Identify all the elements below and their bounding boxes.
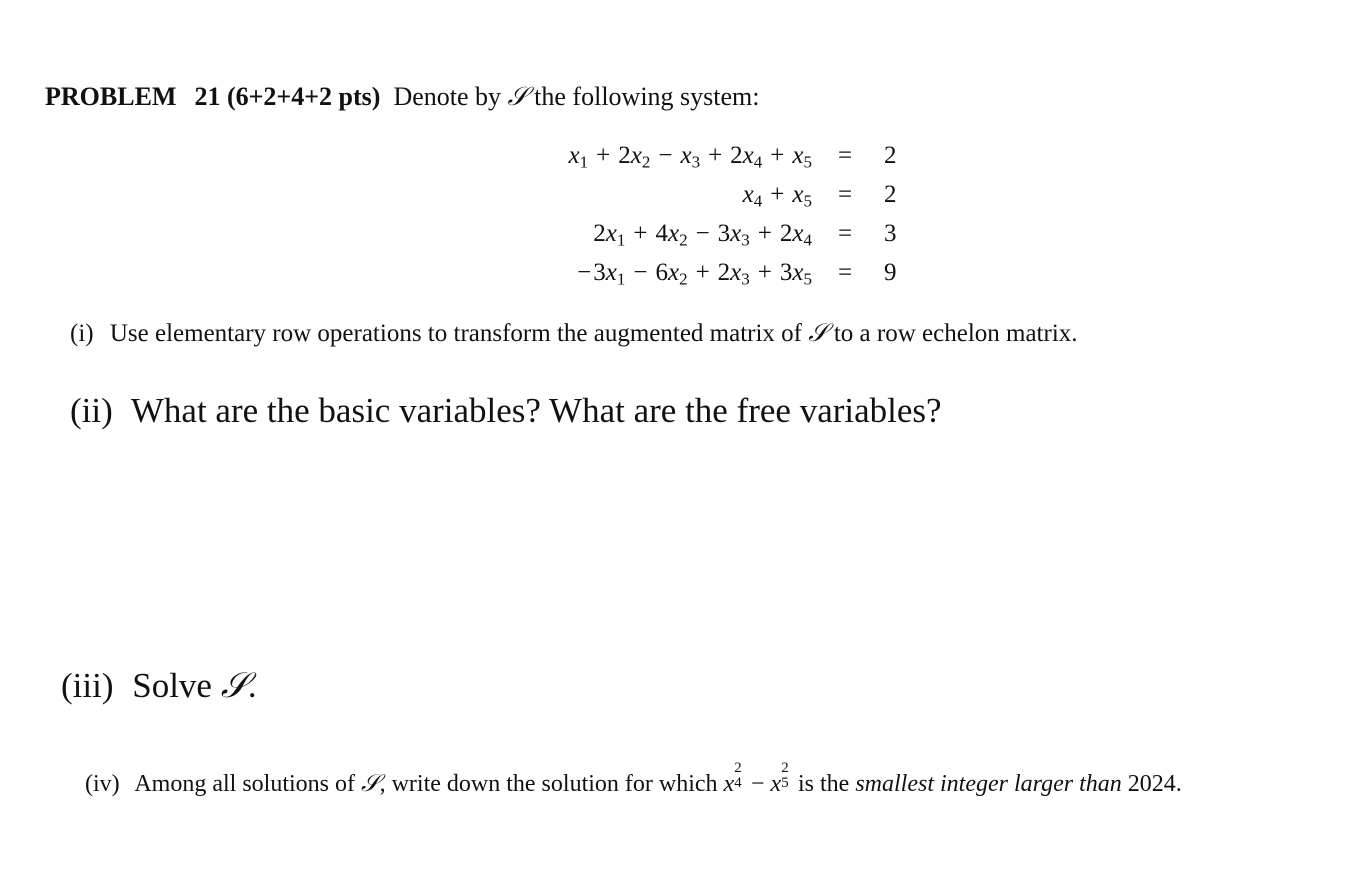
term-subscript: 5	[803, 269, 812, 289]
term-variable: x	[568, 142, 580, 169]
part-i-symbol: 𝒮	[808, 318, 828, 347]
part-iii-text-after: .	[247, 666, 257, 705]
part-ii-text: What are the basic variables? What are the free variables?	[130, 391, 942, 430]
term-variable: x	[792, 259, 804, 286]
part-iv-text-is: is the	[798, 771, 850, 797]
equation-2-equals: =	[838, 181, 853, 208]
part-iii-text-before: Solve	[132, 666, 212, 705]
expr-sub-1: 4	[734, 775, 742, 792]
term-subscript: 5	[803, 152, 812, 172]
equation-4-lhs	[577, 259, 812, 287]
term-sign: +	[770, 142, 785, 169]
expr-var-1: x	[723, 771, 735, 797]
part-iv-emphasis: smallest integer larger than	[855, 771, 1122, 797]
equation-1-lhs	[569, 142, 812, 170]
problem-label: PROBLEM	[45, 82, 177, 111]
term-subscript: 2	[679, 230, 688, 250]
system-symbol: 𝒮	[507, 82, 528, 112]
term-sign: +	[757, 220, 772, 247]
equation-3-lhs	[593, 220, 812, 248]
term-sign: +	[757, 259, 772, 286]
part-i-label: (i)	[70, 320, 94, 347]
term-coefficient: 2	[779, 220, 793, 247]
term-sign: −	[633, 259, 648, 286]
part-ii-label: (ii)	[70, 391, 113, 430]
equation-4-rhs: 9	[884, 259, 897, 286]
part-iv-label: (iv)	[85, 771, 120, 797]
equation-2-lhs	[743, 181, 812, 209]
term-coefficient: 2	[593, 220, 606, 247]
problem-points: (6+2+4+2 pts)	[226, 82, 381, 111]
term-sign: −	[577, 259, 592, 286]
term-subscript: 3	[691, 152, 701, 172]
expr-sup-2: 2	[781, 760, 789, 777]
term-variable: x	[667, 259, 680, 286]
term-subscript: 1	[579, 152, 589, 172]
part-iii-label: (iii)	[61, 666, 114, 705]
term-variable: x	[730, 220, 742, 247]
term-coefficient: 3	[593, 259, 606, 286]
equation-1-rhs: 2	[884, 142, 897, 169]
intro-text-after: the following system:	[534, 82, 760, 111]
part-iv-text-mid: , write down the solution for which	[379, 771, 718, 797]
term-coefficient: 3	[717, 220, 731, 247]
term-subscript: 3	[741, 269, 750, 289]
term-subscript: 1	[616, 269, 626, 289]
part-iv-expression	[723, 760, 792, 797]
term-subscript: 1	[616, 230, 626, 250]
expr-var-2: x	[770, 771, 782, 797]
term-variable: x	[605, 259, 617, 286]
term-sign: −	[658, 142, 673, 169]
term-subscript: 5	[803, 191, 812, 211]
term-variable: x	[730, 259, 742, 286]
part-iv-text-before: Among all solutions of	[134, 771, 356, 797]
term-subscript: 3	[741, 230, 750, 250]
equation-4-equals: =	[838, 259, 853, 286]
term-variable: x	[742, 181, 754, 208]
part-i-text-before: Use elementary row operations to transform the augmented matrix of	[109, 320, 802, 347]
term-coefficient: 3	[779, 259, 793, 286]
part-iii-symbol: 𝒮	[220, 666, 248, 706]
term-variable: x	[630, 142, 642, 169]
term-subscript: 4	[753, 191, 763, 211]
term-sign: +	[695, 259, 710, 286]
term-sign: +	[633, 220, 648, 247]
equation-3-equals: =	[838, 220, 853, 247]
term-variable: x	[792, 181, 804, 208]
term-subscript: 4	[803, 230, 812, 250]
problem-heading	[45, 82, 760, 113]
term-sign: +	[770, 181, 785, 208]
expr-sup-1: 2	[734, 760, 742, 777]
term-coefficient: 2	[618, 142, 631, 169]
equation-3-rhs: 3	[884, 220, 897, 247]
term-coefficient: 2	[717, 259, 731, 286]
term-subscript: 2	[641, 152, 651, 172]
term-coefficient: 4	[655, 220, 668, 247]
part-iv	[85, 760, 1182, 798]
term-coefficient: 6	[655, 259, 668, 286]
term-subscript: 2	[679, 269, 688, 289]
term-variable: x	[742, 142, 754, 169]
term-variable: x	[667, 220, 680, 247]
term-variable: x	[605, 220, 617, 247]
term-variable: x	[680, 142, 692, 169]
term-sign: +	[596, 142, 611, 169]
equation-2-rhs: 2	[884, 181, 897, 208]
expr-sub-2: 5	[781, 775, 789, 792]
expr-minus: −	[751, 771, 765, 797]
term-coefficient: 2	[730, 142, 743, 169]
equation-1-equals: =	[838, 142, 853, 169]
part-iv-symbol: 𝒮	[361, 769, 380, 797]
part-iii	[61, 666, 257, 706]
problem-number: 21	[194, 82, 221, 111]
part-i-text-after: to a row echelon matrix.	[833, 320, 1078, 347]
term-variable: x	[792, 220, 804, 247]
part-iv-text-end: 2024.	[1127, 771, 1182, 797]
term-variable: x	[792, 142, 804, 169]
part-i	[70, 318, 1078, 348]
intro-text-before: Denote by	[393, 82, 502, 111]
term-sign: +	[708, 142, 723, 169]
part-ii	[70, 391, 942, 431]
term-sign: −	[695, 220, 710, 247]
term-subscript: 4	[753, 152, 763, 172]
